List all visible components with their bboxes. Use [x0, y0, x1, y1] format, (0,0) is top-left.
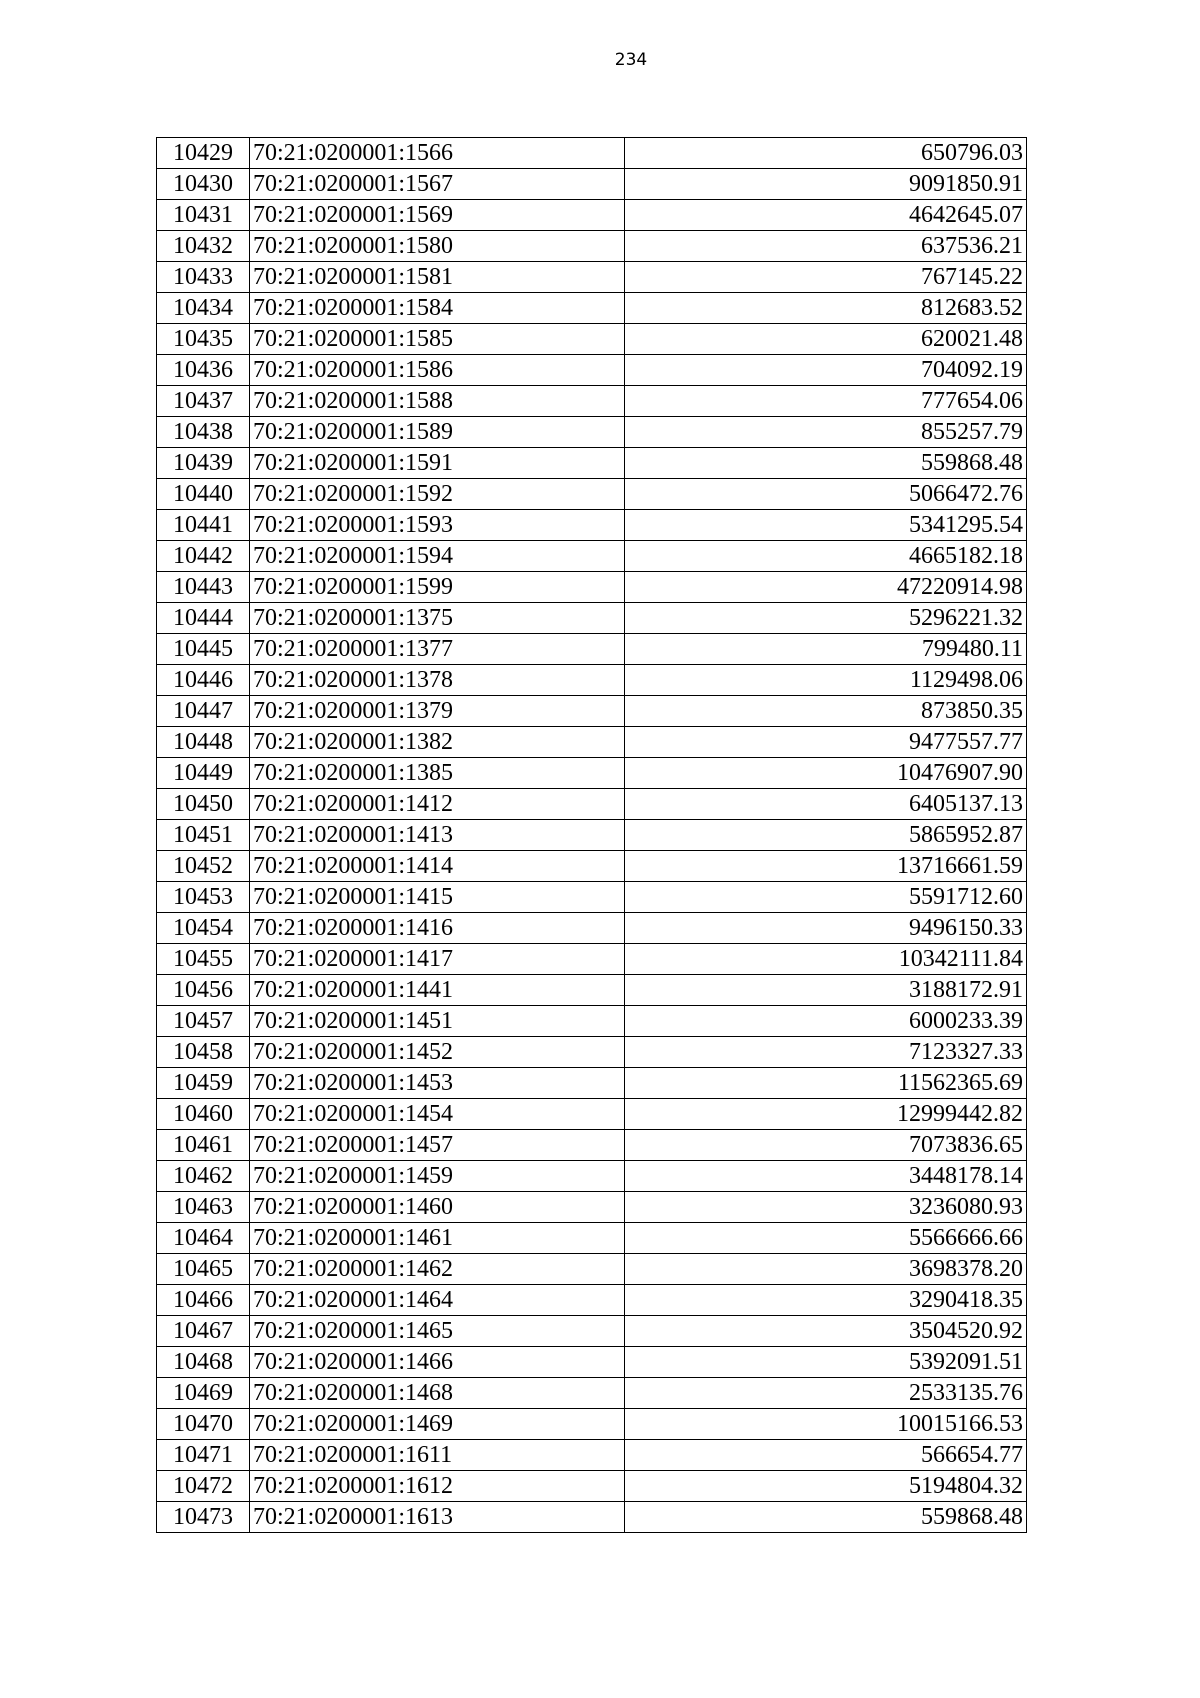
cadastral-number-cell: 70:21:0200001:1466 [250, 1347, 625, 1378]
cadastral-value-cell: 812683.52 [625, 293, 1027, 324]
table-row [157, 1223, 1027, 1254]
row-number-cell: 10471 [157, 1440, 250, 1471]
table-row [157, 851, 1027, 882]
table-row [157, 231, 1027, 262]
cadastral-number-cell: 70:21:0200001:1457 [250, 1130, 625, 1161]
cadastral-number-cell: 70:21:0200001:1599 [250, 572, 625, 603]
cadastral-value-cell: 3236080.93 [625, 1192, 1027, 1223]
row-number-cell: 10452 [157, 851, 250, 882]
cadastral-value-cell: 12999442.82 [625, 1099, 1027, 1130]
cadastral-value-cell: 13716661.59 [625, 851, 1027, 882]
cadastral-number-cell: 70:21:0200001:1465 [250, 1316, 625, 1347]
cadastral-value-cell: 4665182.18 [625, 541, 1027, 572]
cadastral-value-cell: 47220914.98 [625, 572, 1027, 603]
table-row [157, 1099, 1027, 1130]
row-number-cell: 10437 [157, 386, 250, 417]
cadastral-number-cell: 70:21:0200001:1580 [250, 231, 625, 262]
cadastral-value-cell: 6405137.13 [625, 789, 1027, 820]
table-row [157, 293, 1027, 324]
cadastral-value-cell: 3188172.91 [625, 975, 1027, 1006]
row-number-cell: 10443 [157, 572, 250, 603]
row-number-cell: 10463 [157, 1192, 250, 1223]
row-number-cell: 10461 [157, 1130, 250, 1161]
cadastral-number-cell: 70:21:0200001:1589 [250, 417, 625, 448]
table-row [157, 1378, 1027, 1409]
table-row [157, 417, 1027, 448]
cadastral-value-cell: 3698378.20 [625, 1254, 1027, 1285]
cadastral-number-cell: 70:21:0200001:1588 [250, 386, 625, 417]
table-row [157, 1161, 1027, 1192]
row-number-cell: 10470 [157, 1409, 250, 1440]
table-row [157, 1068, 1027, 1099]
row-number-cell: 10448 [157, 727, 250, 758]
cadastral-value-cell: 4642645.07 [625, 200, 1027, 231]
table-row [157, 1440, 1027, 1471]
row-number-cell: 10433 [157, 262, 250, 293]
cadastral-number-cell: 70:21:0200001:1584 [250, 293, 625, 324]
cadastral-number-cell: 70:21:0200001:1468 [250, 1378, 625, 1409]
cadastral-number-cell: 70:21:0200001:1385 [250, 758, 625, 789]
table-body [157, 138, 1027, 1533]
row-number-cell: 10453 [157, 882, 250, 913]
cadastral-number-cell: 70:21:0200001:1593 [250, 510, 625, 541]
table-row [157, 510, 1027, 541]
cadastral-number-cell: 70:21:0200001:1417 [250, 944, 625, 975]
row-number-cell: 10456 [157, 975, 250, 1006]
row-number-cell: 10440 [157, 479, 250, 510]
table-row [157, 138, 1027, 169]
table-row [157, 696, 1027, 727]
cadastral-number-cell: 70:21:0200001:1375 [250, 603, 625, 634]
cadastral-value-cell: 799480.11 [625, 634, 1027, 665]
cadastral-number-cell: 70:21:0200001:1462 [250, 1254, 625, 1285]
cadastral-value-cell: 5591712.60 [625, 882, 1027, 913]
page-number: 234 [614, 50, 648, 70]
table-row [157, 1006, 1027, 1037]
row-number-cell: 10436 [157, 355, 250, 386]
cadastral-value-cell: 2533135.76 [625, 1378, 1027, 1409]
row-number-cell: 10441 [157, 510, 250, 541]
table-row [157, 541, 1027, 572]
row-number-cell: 10467 [157, 1316, 250, 1347]
cadastral-value-cell: 559868.48 [625, 1502, 1027, 1533]
cadastral-number-cell: 70:21:0200001:1569 [250, 200, 625, 231]
table-row [157, 603, 1027, 634]
table-row [157, 1316, 1027, 1347]
row-number-cell: 10462 [157, 1161, 250, 1192]
row-number-cell: 10429 [157, 138, 250, 169]
cadastral-number-cell: 70:21:0200001:1581 [250, 262, 625, 293]
table-row [157, 913, 1027, 944]
table-row [157, 944, 1027, 975]
table-row [157, 882, 1027, 913]
cadastral-number-cell: 70:21:0200001:1612 [250, 1471, 625, 1502]
row-number-cell: 10447 [157, 696, 250, 727]
table-row [157, 1037, 1027, 1068]
cadastral-number-cell: 70:21:0200001:1378 [250, 665, 625, 696]
row-number-cell: 10458 [157, 1037, 250, 1068]
cadastral-value-cell: 7073836.65 [625, 1130, 1027, 1161]
row-number-cell: 10451 [157, 820, 250, 851]
table-row [157, 758, 1027, 789]
row-number-cell: 10459 [157, 1068, 250, 1099]
row-number-cell: 10469 [157, 1378, 250, 1409]
cadastral-number-cell: 70:21:0200001:1382 [250, 727, 625, 758]
cadastral-value-cell: 9496150.33 [625, 913, 1027, 944]
cadastral-number-cell: 70:21:0200001:1413 [250, 820, 625, 851]
table-row [157, 169, 1027, 200]
cadastral-value-cell: 5296221.32 [625, 603, 1027, 634]
cadastral-value-cell: 3448178.14 [625, 1161, 1027, 1192]
cadastral-number-cell: 70:21:0200001:1460 [250, 1192, 625, 1223]
cadastral-value-cell: 873850.35 [625, 696, 1027, 727]
cadastral-number-cell: 70:21:0200001:1611 [250, 1440, 625, 1471]
row-number-cell: 10432 [157, 231, 250, 262]
cadastral-value-cell: 777654.06 [625, 386, 1027, 417]
row-number-cell: 10438 [157, 417, 250, 448]
table-row [157, 200, 1027, 231]
cadastral-number-cell: 70:21:0200001:1452 [250, 1037, 625, 1068]
row-number-cell: 10434 [157, 293, 250, 324]
cadastral-number-cell: 70:21:0200001:1567 [250, 169, 625, 200]
table-row [157, 789, 1027, 820]
cadastral-number-cell: 70:21:0200001:1415 [250, 882, 625, 913]
row-number-cell: 10430 [157, 169, 250, 200]
row-number-cell: 10466 [157, 1285, 250, 1316]
cadastral-number-cell: 70:21:0200001:1461 [250, 1223, 625, 1254]
cadastral-number-cell: 70:21:0200001:1416 [250, 913, 625, 944]
cadastral-number-cell: 70:21:0200001:1464 [250, 1285, 625, 1316]
cadastral-value-cell: 6000233.39 [625, 1006, 1027, 1037]
table-row [157, 448, 1027, 479]
table-row [157, 572, 1027, 603]
cadastral-number-cell: 70:21:0200001:1591 [250, 448, 625, 479]
row-number-cell: 10450 [157, 789, 250, 820]
cadastral-value-cell: 5194804.32 [625, 1471, 1027, 1502]
cadastral-number-cell: 70:21:0200001:1469 [250, 1409, 625, 1440]
table-row [157, 386, 1027, 417]
cadastral-number-cell: 70:21:0200001:1451 [250, 1006, 625, 1037]
cadastral-value-cell: 620021.48 [625, 324, 1027, 355]
cadastral-value-cell: 9477557.77 [625, 727, 1027, 758]
row-number-cell: 10444 [157, 603, 250, 634]
cadastral-number-cell: 70:21:0200001:1613 [250, 1502, 625, 1533]
row-number-cell: 10473 [157, 1502, 250, 1533]
cadastral-value-cell: 10015166.53 [625, 1409, 1027, 1440]
cadastral-value-cell: 3504520.92 [625, 1316, 1027, 1347]
table-row [157, 1502, 1027, 1533]
cadastral-value-cell: 5865952.87 [625, 820, 1027, 851]
row-number-cell: 10454 [157, 913, 250, 944]
table-row [157, 262, 1027, 293]
row-number-cell: 10445 [157, 634, 250, 665]
cadastral-value-cell: 704092.19 [625, 355, 1027, 386]
cadastral-number-cell: 70:21:0200001:1377 [250, 634, 625, 665]
table-row [157, 1409, 1027, 1440]
row-number-cell: 10449 [157, 758, 250, 789]
row-number-cell: 10442 [157, 541, 250, 572]
cadastral-number-cell: 70:21:0200001:1412 [250, 789, 625, 820]
row-number-cell: 10457 [157, 1006, 250, 1037]
table-row [157, 727, 1027, 758]
cadastral-value-cell: 11562365.69 [625, 1068, 1027, 1099]
cadastral-number-cell: 70:21:0200001:1566 [250, 138, 625, 169]
row-number-cell: 10446 [157, 665, 250, 696]
cadastral-value-cell: 5566666.66 [625, 1223, 1027, 1254]
table-row [157, 355, 1027, 386]
cadastral-value-cell: 9091850.91 [625, 169, 1027, 200]
table-row [157, 1471, 1027, 1502]
cadastral-number-cell: 70:21:0200001:1441 [250, 975, 625, 1006]
cadastral-value-cell: 10342111.84 [625, 944, 1027, 975]
cadastral-value-cell: 1129498.06 [625, 665, 1027, 696]
table-row [157, 1192, 1027, 1223]
table-row [157, 820, 1027, 851]
table-row [157, 1254, 1027, 1285]
table-row [157, 324, 1027, 355]
table-row [157, 665, 1027, 696]
cadastral-value-cell: 566654.77 [625, 1440, 1027, 1471]
cadastral-value-cell: 5392091.51 [625, 1347, 1027, 1378]
cadastral-number-cell: 70:21:0200001:1594 [250, 541, 625, 572]
cadastral-value-cell: 637536.21 [625, 231, 1027, 262]
cadastral-number-cell: 70:21:0200001:1379 [250, 696, 625, 727]
row-number-cell: 10431 [157, 200, 250, 231]
cadastral-number-cell: 70:21:0200001:1586 [250, 355, 625, 386]
table-row [157, 975, 1027, 1006]
row-number-cell: 10472 [157, 1471, 250, 1502]
row-number-cell: 10464 [157, 1223, 250, 1254]
cadastral-number-cell: 70:21:0200001:1459 [250, 1161, 625, 1192]
row-number-cell: 10435 [157, 324, 250, 355]
table-row [157, 1285, 1027, 1316]
cadastral-value-cell: 559868.48 [625, 448, 1027, 479]
cadastral-value-table [156, 137, 1027, 1533]
cadastral-value-cell: 5066472.76 [625, 479, 1027, 510]
cadastral-number-cell: 70:21:0200001:1592 [250, 479, 625, 510]
table-row [157, 1130, 1027, 1161]
table-row [157, 634, 1027, 665]
cadastral-number-cell: 70:21:0200001:1453 [250, 1068, 625, 1099]
cadastral-value-cell: 5341295.54 [625, 510, 1027, 541]
row-number-cell: 10468 [157, 1347, 250, 1378]
row-number-cell: 10439 [157, 448, 250, 479]
cadastral-number-cell: 70:21:0200001:1585 [250, 324, 625, 355]
cadastral-value-cell: 3290418.35 [625, 1285, 1027, 1316]
cadastral-value-cell: 7123327.33 [625, 1037, 1027, 1068]
table-row [157, 479, 1027, 510]
table-row [157, 1347, 1027, 1378]
cadastral-value-cell: 10476907.90 [625, 758, 1027, 789]
cadastral-value-cell: 650796.03 [625, 138, 1027, 169]
row-number-cell: 10455 [157, 944, 250, 975]
cadastral-number-cell: 70:21:0200001:1454 [250, 1099, 625, 1130]
cadastral-value-cell: 855257.79 [625, 417, 1027, 448]
row-number-cell: 10465 [157, 1254, 250, 1285]
cadastral-number-cell: 70:21:0200001:1414 [250, 851, 625, 882]
row-number-cell: 10460 [157, 1099, 250, 1130]
cadastral-value-cell: 767145.22 [625, 262, 1027, 293]
